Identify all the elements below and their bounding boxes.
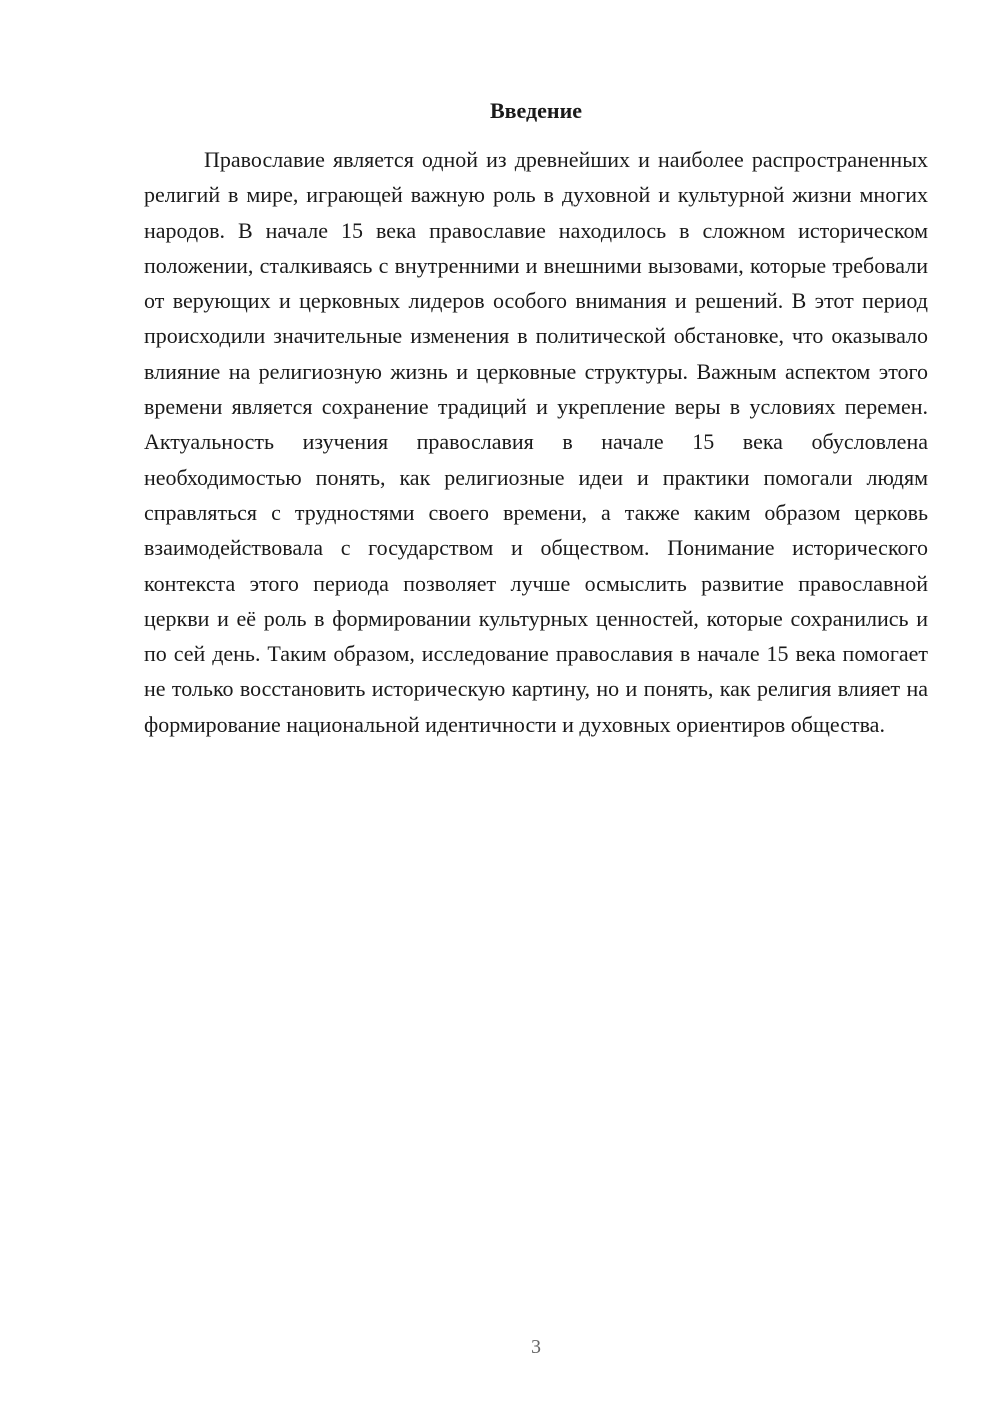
- page-number: 3: [531, 1336, 541, 1358]
- introduction-paragraph: Православие является одной из древнейших и наиболее распространенных религий в мире, играющей важную роль в духовной и культурной жизни многих народов. В начале 15 века православие находилось в сложном историческом положении, сталкиваясь с внутренними и внешними вызовами, которые требовали от верующих и церковных лидеров особого внимания и решений. В этот период происходили значительные изменения в политической обстановке, что оказывало влияние на религиозную жизнь и церковные структуры. Важным аспектом этого времени является сохранение традиций и укрепление веры в условиях перемен. Актуальность изучения православия в начале 15 века обусловлена необходимостью понять, как религиозные идеи и практики помогали людям справляться с трудностями своего времени, а также каким образом церковь взаимодействовала с государством и обществом. Понимание исторического контекста этого периода позволяет лучше осмыслить развитие православной церкви и её роль в формировании культурных ценностей, которые сохранились и по сей день. Таким образом, исследование православия в начале 15 века помогает не только восстановить историческую картину, но и понять, как религия влияет на формирование национальной идентичности и духовных ориентиров общества.: [144, 147, 928, 737]
- section-heading: Введение: [489, 98, 583, 123]
